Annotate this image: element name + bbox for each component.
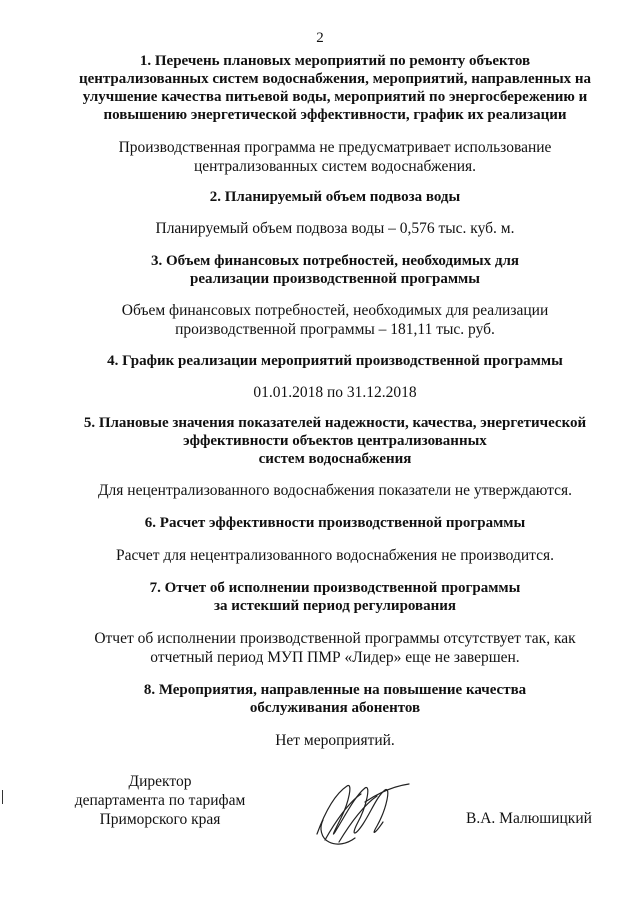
heading-line: 1. Перечень плановых мероприятий по ремонту объектов xyxy=(139,53,531,69)
heading-line: систем водоснабжения xyxy=(258,451,412,467)
section-6-heading xyxy=(70,514,600,532)
heading-line: обслуживания абонентов xyxy=(249,700,421,716)
page-number: 2 xyxy=(316,30,324,46)
heading-line: реализации производственной программы xyxy=(190,271,480,287)
section-3-heading xyxy=(70,252,600,288)
section-4-heading xyxy=(70,352,600,370)
text-line: производственной программы – 181,11 тыс. руб. xyxy=(175,321,495,338)
heading-line: 7. Отчет об исполнении производственной программы xyxy=(149,580,521,596)
section-8 xyxy=(70,681,600,750)
heading-line: 3. Объем финансовых потребностей, необходимых для xyxy=(150,253,520,269)
section-6 xyxy=(70,514,600,565)
signatory-title xyxy=(60,772,260,829)
text-line: централизованных систем водоснабжения. xyxy=(193,158,477,175)
section-2 xyxy=(70,188,600,238)
section-1 xyxy=(70,52,600,176)
text-line: Планируемый объем подвоза воды – 0,576 тыс. куб. м. xyxy=(155,220,515,237)
section-7-heading xyxy=(70,579,600,615)
heading-line: 4. График реализации мероприятий производственной программы xyxy=(107,353,563,369)
heading-line: улучшение качества питьевой воды, мероприятий по энергосбережению и xyxy=(82,89,588,105)
section-2-text xyxy=(70,219,600,238)
heading-line: повышению энергетической эффективности, график их реализации xyxy=(103,107,567,123)
signatory-title-line: Директор xyxy=(128,773,192,790)
section-4-text xyxy=(70,383,600,402)
section-5 xyxy=(70,414,600,500)
signatory-title-line: Приморского края xyxy=(99,811,221,828)
text-line: Отчет об исполнении производственной программы отсутствует так, как xyxy=(94,630,576,647)
section-3-text xyxy=(70,301,600,339)
text-line: отчетный период МУП ПМР «Лидер» еще не завершен. xyxy=(150,649,520,666)
text-line: Расчет для нецентрализованного водоснабжения не производится. xyxy=(115,547,554,564)
section-3 xyxy=(70,252,600,339)
text-line: Производственная программа не предусматривает использование xyxy=(118,139,552,156)
section-7 xyxy=(70,579,600,667)
text-line: Нет мероприятий. xyxy=(275,732,395,749)
signature-block xyxy=(0,772,640,852)
document-body xyxy=(70,50,600,750)
heading-line: 2. Планируемый объем подвоза воды xyxy=(209,189,461,205)
scan-edge-mark xyxy=(2,790,3,804)
text-line: Для нецентрализованного водоснабжения показатели не утверждаются. xyxy=(97,482,572,499)
section-8-heading xyxy=(70,681,600,717)
section-1-heading xyxy=(70,52,600,124)
section-8-text xyxy=(70,731,600,750)
handwritten-signature xyxy=(305,772,415,850)
text-line: 01.01.2018 по 31.12.2018 xyxy=(253,384,417,401)
heading-line: за истекший период регулирования xyxy=(213,598,457,614)
signatory-title-line: департамента по тарифам xyxy=(74,792,246,809)
section-4 xyxy=(70,352,600,402)
section-5-text xyxy=(70,481,600,500)
section-7-text xyxy=(70,629,600,667)
heading-line: 5. Плановые значения показателей надежности, качества, энергетической xyxy=(83,415,587,431)
section-1-text xyxy=(70,138,600,176)
heading-line: централизованных систем водоснабжения, мероприятий, направленных на xyxy=(78,71,592,87)
heading-line: 6. Расчет эффективности производственной программы xyxy=(144,515,526,531)
section-2-heading xyxy=(70,188,600,206)
heading-line: эффективности объектов централизованных xyxy=(183,433,487,449)
signatory-name: В.А. Малюшицкий xyxy=(466,810,592,827)
section-5-heading xyxy=(70,414,600,468)
section-6-text xyxy=(70,546,600,565)
text-line: Объем финансовых потребностей, необходимых для реализации xyxy=(121,302,549,319)
heading-line: 8. Мероприятия, направленные на повышение качества xyxy=(143,682,527,698)
